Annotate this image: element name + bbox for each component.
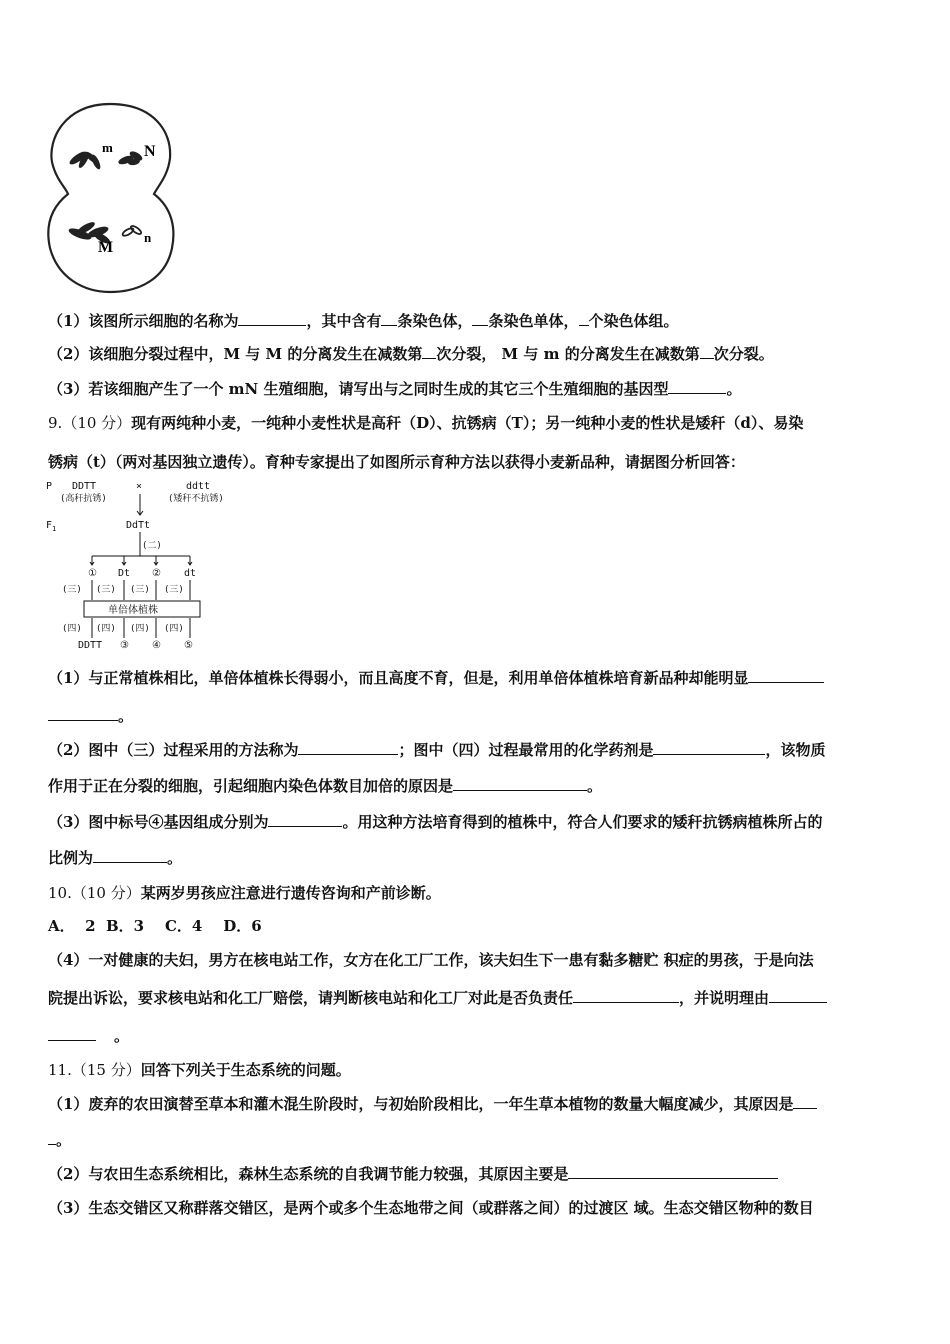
answer-blank[interactable]	[48, 706, 118, 721]
q10-sub4-line1	[48, 950, 814, 970]
label-n: n	[144, 230, 152, 245]
gamete-2: Dt	[118, 568, 131, 579]
step-2: (二)	[142, 541, 162, 551]
q11-stem-text: 回答下列关于生态系统的问题。	[140, 1061, 351, 1079]
answer-blank[interactable]	[268, 812, 342, 827]
q9-s1a: （1）与正常植株相比，单倍体植株长得弱小，而且高度不育，但是，利用单倍体植株培育新品种却能明显	[48, 669, 749, 687]
q8-p1-c: 条染色体，	[397, 312, 473, 330]
f1-genotype: DdTt	[126, 520, 151, 531]
label-F1: $F_1$	[46, 520, 57, 533]
q9-stem1: 现有两纯种小麦，一纯种小麦性状是高秆（D）、抗锈病（T）；另一纯种小麦的性状是矮秆（d）、易染	[131, 414, 804, 432]
gamete-4: dt	[184, 568, 197, 579]
q10-s4d: 。	[114, 1027, 130, 1045]
label-M: M	[98, 239, 114, 256]
result-4: ⑤	[184, 640, 193, 651]
q8-p3-b: 。	[726, 380, 742, 398]
q9-s2d: 作用于正在分裂的细胞，引起细胞内染色体数目加倍的原因是	[48, 777, 454, 795]
q9-s2e: 。	[587, 777, 603, 795]
step-4d: (四)	[164, 624, 184, 634]
answer-blank[interactable]	[93, 848, 167, 863]
q11-stem	[48, 1060, 351, 1080]
q9-stem2: 锈病（t）（两对基因独立遗传）。育种专家提出了如图所示育种方法以获得小麦新品种，请据图分析回答：	[48, 453, 745, 471]
q10-s4b: 院提出诉讼，要求核电站和化工厂赔偿，请判断核电站和化工厂对此是否负责任	[48, 989, 574, 1007]
q8-part1	[48, 311, 679, 331]
chromosome-N	[117, 149, 144, 166]
q11-sub1-line1	[48, 1094, 817, 1114]
answer-blank[interactable]	[238, 311, 306, 326]
answer-blank[interactable]	[668, 379, 726, 394]
q8-p2-b: 次分裂， M 与 m 的分离发生在减数第	[436, 345, 700, 363]
answer-blank[interactable]	[48, 1026, 96, 1041]
q11-number: 11.	[48, 1061, 72, 1079]
gamete-1: ①	[88, 568, 97, 579]
answer-blank[interactable]	[298, 740, 398, 755]
answer-blank[interactable]	[472, 311, 488, 326]
q10-s4c: ，并说明理由	[679, 989, 770, 1007]
parent2-note: (矮秆不抗锈)	[168, 494, 224, 504]
q10-options-text: A． 2 B．3 C．4 D．6	[48, 917, 262, 935]
q9-s3d: 。	[167, 849, 183, 867]
q9-stem-line2	[48, 452, 745, 472]
q9-s2a: （2）图中（三）过程采用的方法称为	[48, 741, 299, 759]
cell-outline	[48, 104, 173, 292]
q9-number: 9.	[48, 414, 63, 432]
step-3b: (三)	[96, 585, 116, 595]
q9-s2b: ；图中（四）过程最常用的化学药剂是	[398, 741, 654, 759]
q8-p3-a: （3）若该细胞产生了一个 mN 生殖细胞，请写出与之同时生成的其它三个生殖细胞的基因型	[48, 380, 669, 398]
q9-s3c: 比例为	[48, 849, 94, 867]
answer-blank[interactable]	[748, 668, 824, 683]
q9-sub1-line1	[48, 668, 824, 688]
answer-blank[interactable]	[381, 311, 397, 326]
q8-part3	[48, 379, 741, 399]
q10-s4a: （4）一对健康的夫妇，男方在核电站工作，女方在化工厂工作，该夫妇生下一患有黏多糖贮 积症的男孩，于是向法	[48, 951, 814, 969]
q10-number: 10.	[48, 884, 72, 902]
q11-s1b: 。	[56, 1131, 72, 1149]
answer-blank[interactable]	[453, 776, 587, 791]
parent1: DDTT	[72, 481, 97, 492]
parent2: ddtt	[186, 481, 211, 492]
q9-s1b: 。	[118, 707, 134, 725]
q8-p1-b: ，其中含有	[306, 312, 382, 330]
step-4c: (四)	[130, 624, 150, 634]
q9-sub3-line1	[48, 812, 822, 832]
q9-stem-line1	[48, 413, 803, 433]
chromosome-n	[122, 225, 143, 238]
q9-sub2-line1	[48, 740, 825, 760]
q11-score: （15 分）	[71, 1061, 141, 1079]
result-1: DDTT	[78, 640, 103, 651]
q9-s2c: ，该物质	[765, 741, 826, 759]
answer-blank[interactable]	[48, 1130, 56, 1145]
q11-s2: （2）与农田生态系统相比，森林生态系统的自我调节能力较强，其原因主要是	[48, 1165, 569, 1183]
answer-blank[interactable]	[700, 344, 714, 359]
q10-sub4-line3	[48, 1026, 129, 1046]
q11-sub1-line2	[48, 1130, 71, 1150]
q11-s1a: （1）废弃的农田演替至草本和灌木混生阶段时，与初始阶段相比，一年生草本植物的数量大幅度减少，其原因是	[48, 1095, 794, 1113]
q11-sub2	[48, 1164, 778, 1184]
result-3: ④	[152, 640, 161, 651]
parent1-note: (高秆抗锈)	[60, 494, 107, 504]
step-3a: (三)	[62, 585, 82, 595]
q10-score: （10 分）	[71, 884, 141, 902]
answer-blank[interactable]	[653, 740, 765, 755]
step-3c: (三)	[130, 585, 150, 595]
breeding-diagram	[44, 478, 264, 653]
label-m: m	[102, 140, 113, 155]
q10-sub4-line2	[48, 988, 827, 1008]
answer-blank[interactable]	[793, 1094, 817, 1109]
step-4b: (四)	[96, 624, 116, 634]
q10-stem	[48, 883, 441, 903]
q9-score: （10 分）	[62, 414, 132, 432]
cross-sign: ×	[136, 481, 143, 492]
label-N: N	[144, 143, 156, 160]
q9-s3b: 。用这种方法培育得到的植株中，符合人们要求的矮秆抗锈病植株所占的	[342, 813, 823, 831]
answer-blank[interactable]	[573, 988, 679, 1003]
q8-p2-a: （2）该细胞分裂过程中，M 与 M 的分离发生在减数第	[48, 345, 423, 363]
answer-blank[interactable]	[422, 344, 436, 359]
result-2: ③	[120, 640, 129, 651]
q9-sub2-line2	[48, 776, 602, 796]
gamete-3: ②	[152, 568, 161, 579]
answer-blank[interactable]	[568, 1164, 778, 1179]
cell-division-figure	[44, 100, 176, 295]
q10-stem-text: 某两岁男孩应注意进行遗传咨询和产前诊断。	[140, 884, 441, 902]
q8-p1-a: （1）该图所示细胞的名称为	[48, 312, 239, 330]
q9-s3a: （3）图中标号④基因组成分别为	[48, 813, 269, 831]
haploid-label: 单倍体植株	[108, 605, 158, 616]
q8-part2	[48, 344, 774, 364]
answer-blank[interactable]	[769, 988, 827, 1003]
q11-sub3	[48, 1198, 814, 1218]
chromosome-m	[68, 149, 102, 170]
step-4a: (四)	[62, 624, 82, 634]
q10-options	[48, 916, 262, 936]
q8-p2-c: 次分裂。	[713, 345, 774, 363]
q8-p1-d: 条染色单体，	[488, 312, 579, 330]
q9-sub3-line2	[48, 848, 182, 868]
step-3d: (三)	[164, 585, 184, 595]
q11-s3: （3）生态交错区又称群落交错区，是两个或多个生态地带之间（或群落之间）的过渡区 域。生态交错区物种的数目	[48, 1199, 814, 1217]
q9-sub1-line2	[48, 706, 133, 726]
answer-blank[interactable]	[579, 311, 589, 326]
label-P: P	[46, 481, 53, 492]
q8-p1-e: 个染色体组。	[588, 312, 679, 330]
